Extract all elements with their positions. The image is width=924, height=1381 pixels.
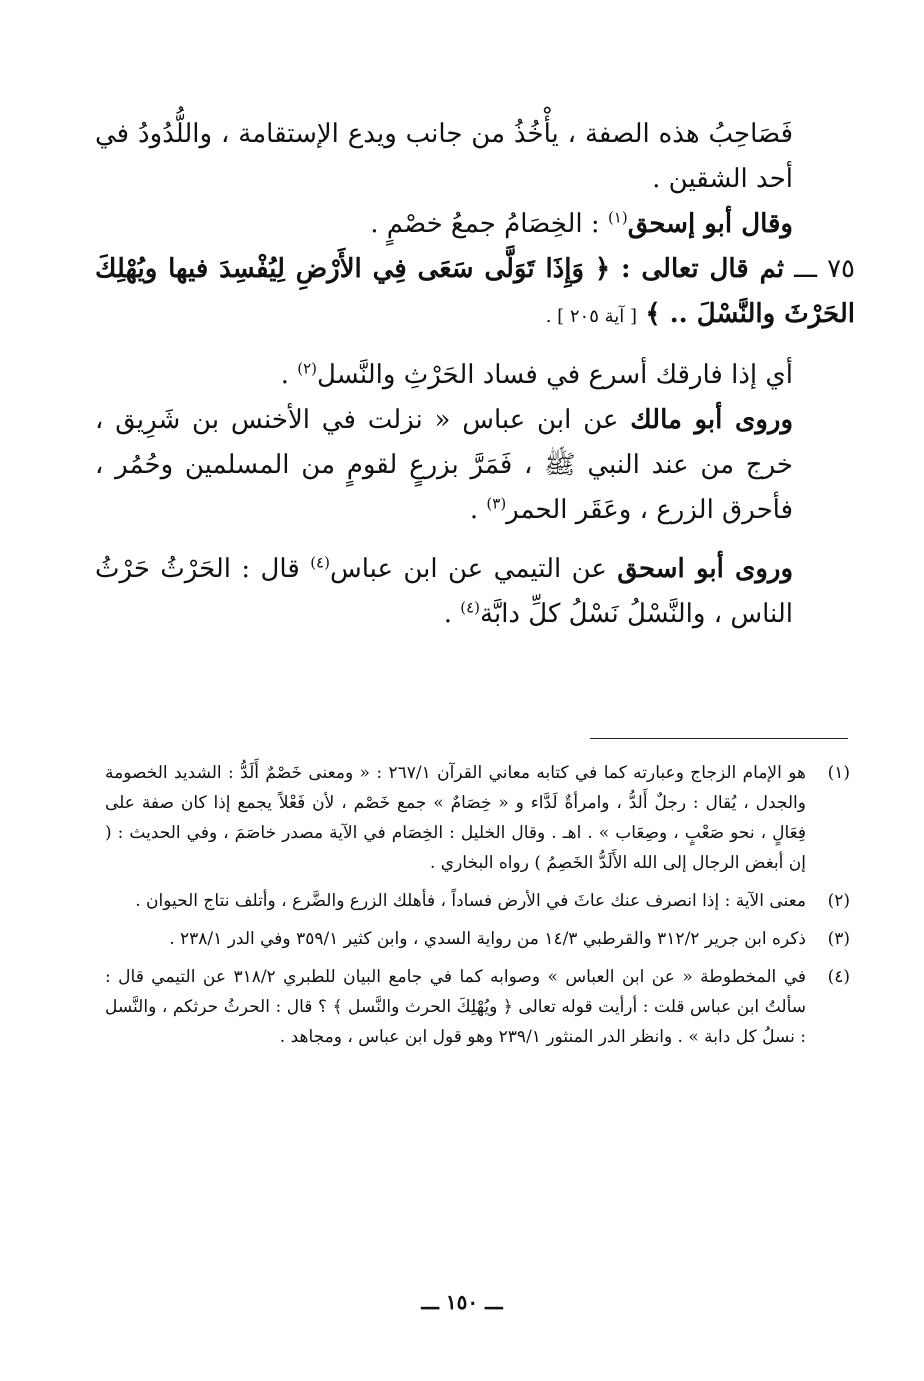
footnote-number: (٣) (827, 929, 850, 949)
footnote-number: (٤) (827, 967, 850, 987)
page-number: ـــ ١٥٠ ـــ (421, 1290, 503, 1314)
narrator-abu-ishaq: وقال أبو إسحق (627, 209, 793, 239)
footnote-2 (105, 886, 850, 916)
footnote-text: في المخطوطة « عن ابن العباس » وصوابه كما في جامع البيان للطبري ٣١٨/٢ عن التيمي قال : سألتُ ابن عباس قلت : أرأيت قوله تعالى ﴿ ويُهْلِكَ الحرث والنَّسل ﴾ ؟ قال : الحرثُ حرثكم ، والنَّسل : نسلُ كل دابة » . وانظر الدر المنثور ٢٣٩/١ وهو قول ابن عباس ، ومجاهد . (105, 967, 807, 1047)
footnote-3 (105, 924, 850, 954)
footnote-4 (105, 962, 850, 1052)
main-text (95, 112, 855, 637)
footnote-ref-1: (١) (607, 208, 628, 227)
footnote-ref-4: (٤) (310, 553, 330, 572)
footnote-ref-2: (٢) (297, 359, 318, 378)
footnote-ref-4b: (٤) (460, 598, 481, 617)
verse-reference: [ آية ٢٠٥ ] . (545, 306, 638, 327)
verse-number: ٧٥ ـــ (794, 254, 856, 284)
footnote-divider (590, 738, 848, 739)
paragraph-abu-ishaq: وقال أبو إسحق$^{(١)}$ : الخِصَامُ جمعُ خصْمٍ . (370, 208, 793, 239)
footnote-ref-3: (٣) (486, 494, 507, 513)
abu-ishaq2-paragraph: وروى أبو اسحق عن التيمي عن ابن عباس$^{(٤)}$ قال : الحَرْثُ حَرْثُ الناس ، والنَّسْلُ نَسْلُ كلِّ دابَّة$^{(٤)}$ . (95, 553, 794, 629)
footnote-text: ذكره ابن جرير ٣١٢/٢ والقرطبي ١٤/٣ من رواية السدي ، وابن كثير ٣٥٩/١ وفي الدر ٢٣٨/١ . (169, 929, 806, 949)
footnotes (105, 758, 850, 1060)
abu-malik-paragraph: وروى أبو مالك عن ابن عباس « نزلت في الأخنس بن شَرِيق ، خرج من عند النبي ﷺ ، فَمَرَّ بزرعٍ لقومٍ من المسلمين وحُمُر ، فأحرق الزرع ، وعَقَر الحمر$^{(٣)}$ . (95, 405, 794, 525)
verse-paragraph (95, 247, 855, 339)
meaning-paragraph: أي إذا فارقك أسرع في فساد الحَرْثِ والنَّسل$^{(٢)}$ . (280, 359, 793, 390)
narrator-abu-malik: وروى أبو مالك (630, 405, 794, 435)
verse-text: ثم قال تعالى : ﴿ وَإِذَا تَوَلَّى سَعَى فِي الأَرْضِ لِيُفْسِدَ فيها ويُهْلِكَ الحَرْثَ والنَّسْلَ .. ﴾ (95, 254, 855, 329)
footnote-1 (105, 758, 850, 878)
footnote-text: معنى الآية : إذا انصرف عنك عاثَ في الأرض فساداً ، فأهلك الزرع والضَّرع ، وأتلف نتاج الحيوان . (135, 891, 806, 911)
narrator-abu-ishaq-2: وروى أبو اسحق (617, 554, 794, 584)
footnote-number: (١) (827, 763, 850, 783)
footnote-number: (٢) (827, 891, 850, 911)
footnote-text: هو الإمام الزجاج وعبارته كما في كتابه معاني القرآن ٢٦٧/١ : « ومعنى خَصْمٌ أَلَدُّ : الشديد الخصومة والجدل ، يُقال : رجلٌ أَلدُّ ، وامرأةٌ لَدَّاء و « خِصَامٌ » جمع خَصْم ، لأن فَعْلاً يجمع إذا كان صفة على فِعَالٍ ، نحو صَعْبٍ ، وصِعَاب » . اهـ . وقال الخليل : الخِصَام في الآية مصدر خاصَمَ ، وفي الحديث : ( إن أبغض الرجال إلى الله الأَلَدُّ الخَصِمُ ) رواه البخاري . (105, 763, 806, 873)
paragraph-1: فَصَاحِبُ هذه الصفة ، يأْخُذُ من جانب ويدع الإستقامة ، واللُّدُودُ في أحد الشقين . (95, 119, 794, 194)
